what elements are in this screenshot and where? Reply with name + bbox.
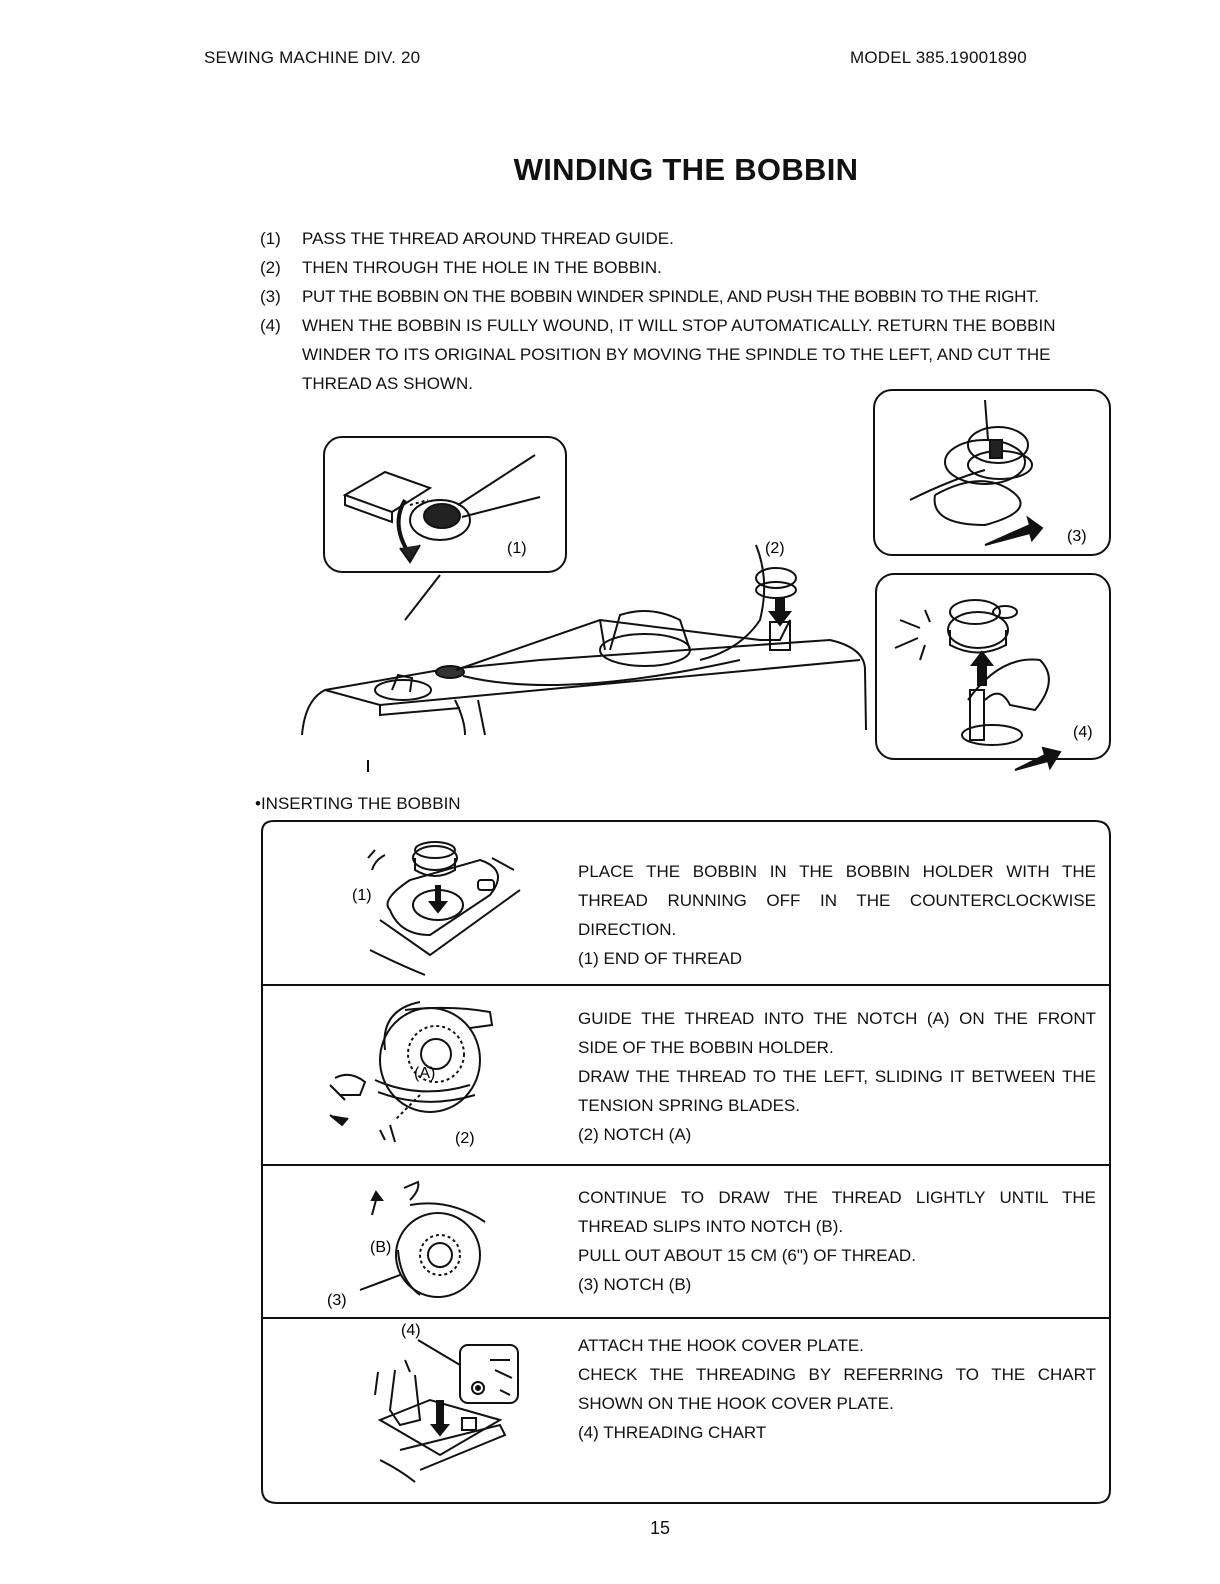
page-title: WINDING THE BOBBIN	[513, 152, 859, 187]
bobbin-holder-illustration	[368, 842, 520, 975]
row1-text	[578, 857, 1096, 973]
header-left: SEWING MACHINE DIV. 20	[204, 48, 421, 67]
row2-label-2: (2)	[455, 1130, 475, 1147]
row1-line-1: PLACE THE BOBBIN IN THE BOBBIN HOLDER WITH THE THREAD RUNNING OFF IN THE COUNTERCLOCKWISE DIRECTION.	[578, 862, 1096, 939]
row2-line-3: (2) NOTCH (A)	[578, 1125, 692, 1144]
step-text: PASS THE THREAD AROUND THREAD GUIDE.	[302, 229, 674, 248]
row3-label-b: (B)	[370, 1239, 392, 1256]
row2-line-2: DRAW THE THREAD TO THE LEFT, SLIDING IT BETWEEN THE TENSION SPRING BLADES.	[578, 1067, 1096, 1115]
label-guide: (1)	[507, 540, 527, 557]
step-text: PUT THE BOBBIN ON THE BOBBIN WINDER SPINDLE, AND PUSH THE BOBBIN TO THE RIGHT.	[302, 287, 1039, 306]
row3-line-3: (3) NOTCH (B)	[578, 1275, 692, 1294]
header-right: MODEL 385.19001890	[850, 48, 1027, 67]
inserting-heading: •INSERTING THE BOBBIN	[255, 794, 461, 813]
row2-label-a: (A)	[414, 1065, 436, 1082]
row2-text	[578, 1004, 1096, 1149]
page-number: 15	[650, 1518, 671, 1538]
row2-line-1: GUIDE THE THREAD INTO THE NOTCH (A) ON THE FRONT SIDE OF THE BOBBIN HOLDER.	[578, 1009, 1096, 1057]
row4-label-4: (4)	[401, 1322, 421, 1339]
hook-cover-illustration	[375, 1340, 518, 1482]
step-number: (1)	[260, 229, 281, 248]
step-number: (2)	[260, 258, 281, 277]
label-push: (3)	[1067, 528, 1087, 545]
label-stop: (4)	[1073, 724, 1093, 741]
row3-label-3: (3)	[327, 1292, 347, 1309]
row4-line-1: ATTACH THE HOOK COVER PLATE.	[578, 1336, 864, 1355]
row1-line-2: (1) END OF THREAD	[578, 949, 743, 968]
step-text: WHEN THE BOBBIN IS FULLY WOUND, IT WILL STOP AUTOMATICALLY. RETURN THE BOBBIN WINDER TO ITS ORIGINAL POSITION BY MOVING THE SPINDLE TO THE LEFT, AND CUT THE THREAD AS SHOWN.	[302, 316, 1056, 393]
row4-text	[578, 1331, 1096, 1447]
row3-line-2: PULL OUT ABOUT 15 CM (6") OF THREAD.	[578, 1246, 916, 1265]
notch-a-illustration	[330, 1002, 492, 1142]
row4-line-2: CHECK THE THREADING BY REFERRING TO THE CHART SHOWN ON THE HOOK COVER PLATE.	[578, 1365, 1096, 1413]
step-number: (3)	[260, 287, 281, 306]
row1-label-1: (1)	[352, 887, 372, 904]
step-number: (4)	[260, 316, 281, 335]
row4-line-3: (4) THREADING CHART	[578, 1423, 767, 1442]
row3-text	[578, 1183, 1096, 1299]
label-hole: (2)	[765, 540, 785, 557]
step-text: THEN THROUGH THE HOLE IN THE BOBBIN.	[302, 258, 662, 277]
row3-line-1: CONTINUE TO DRAW THE THREAD LIGHTLY UNTIL THE THREAD SLIPS INTO NOTCH (B).	[578, 1188, 1096, 1236]
